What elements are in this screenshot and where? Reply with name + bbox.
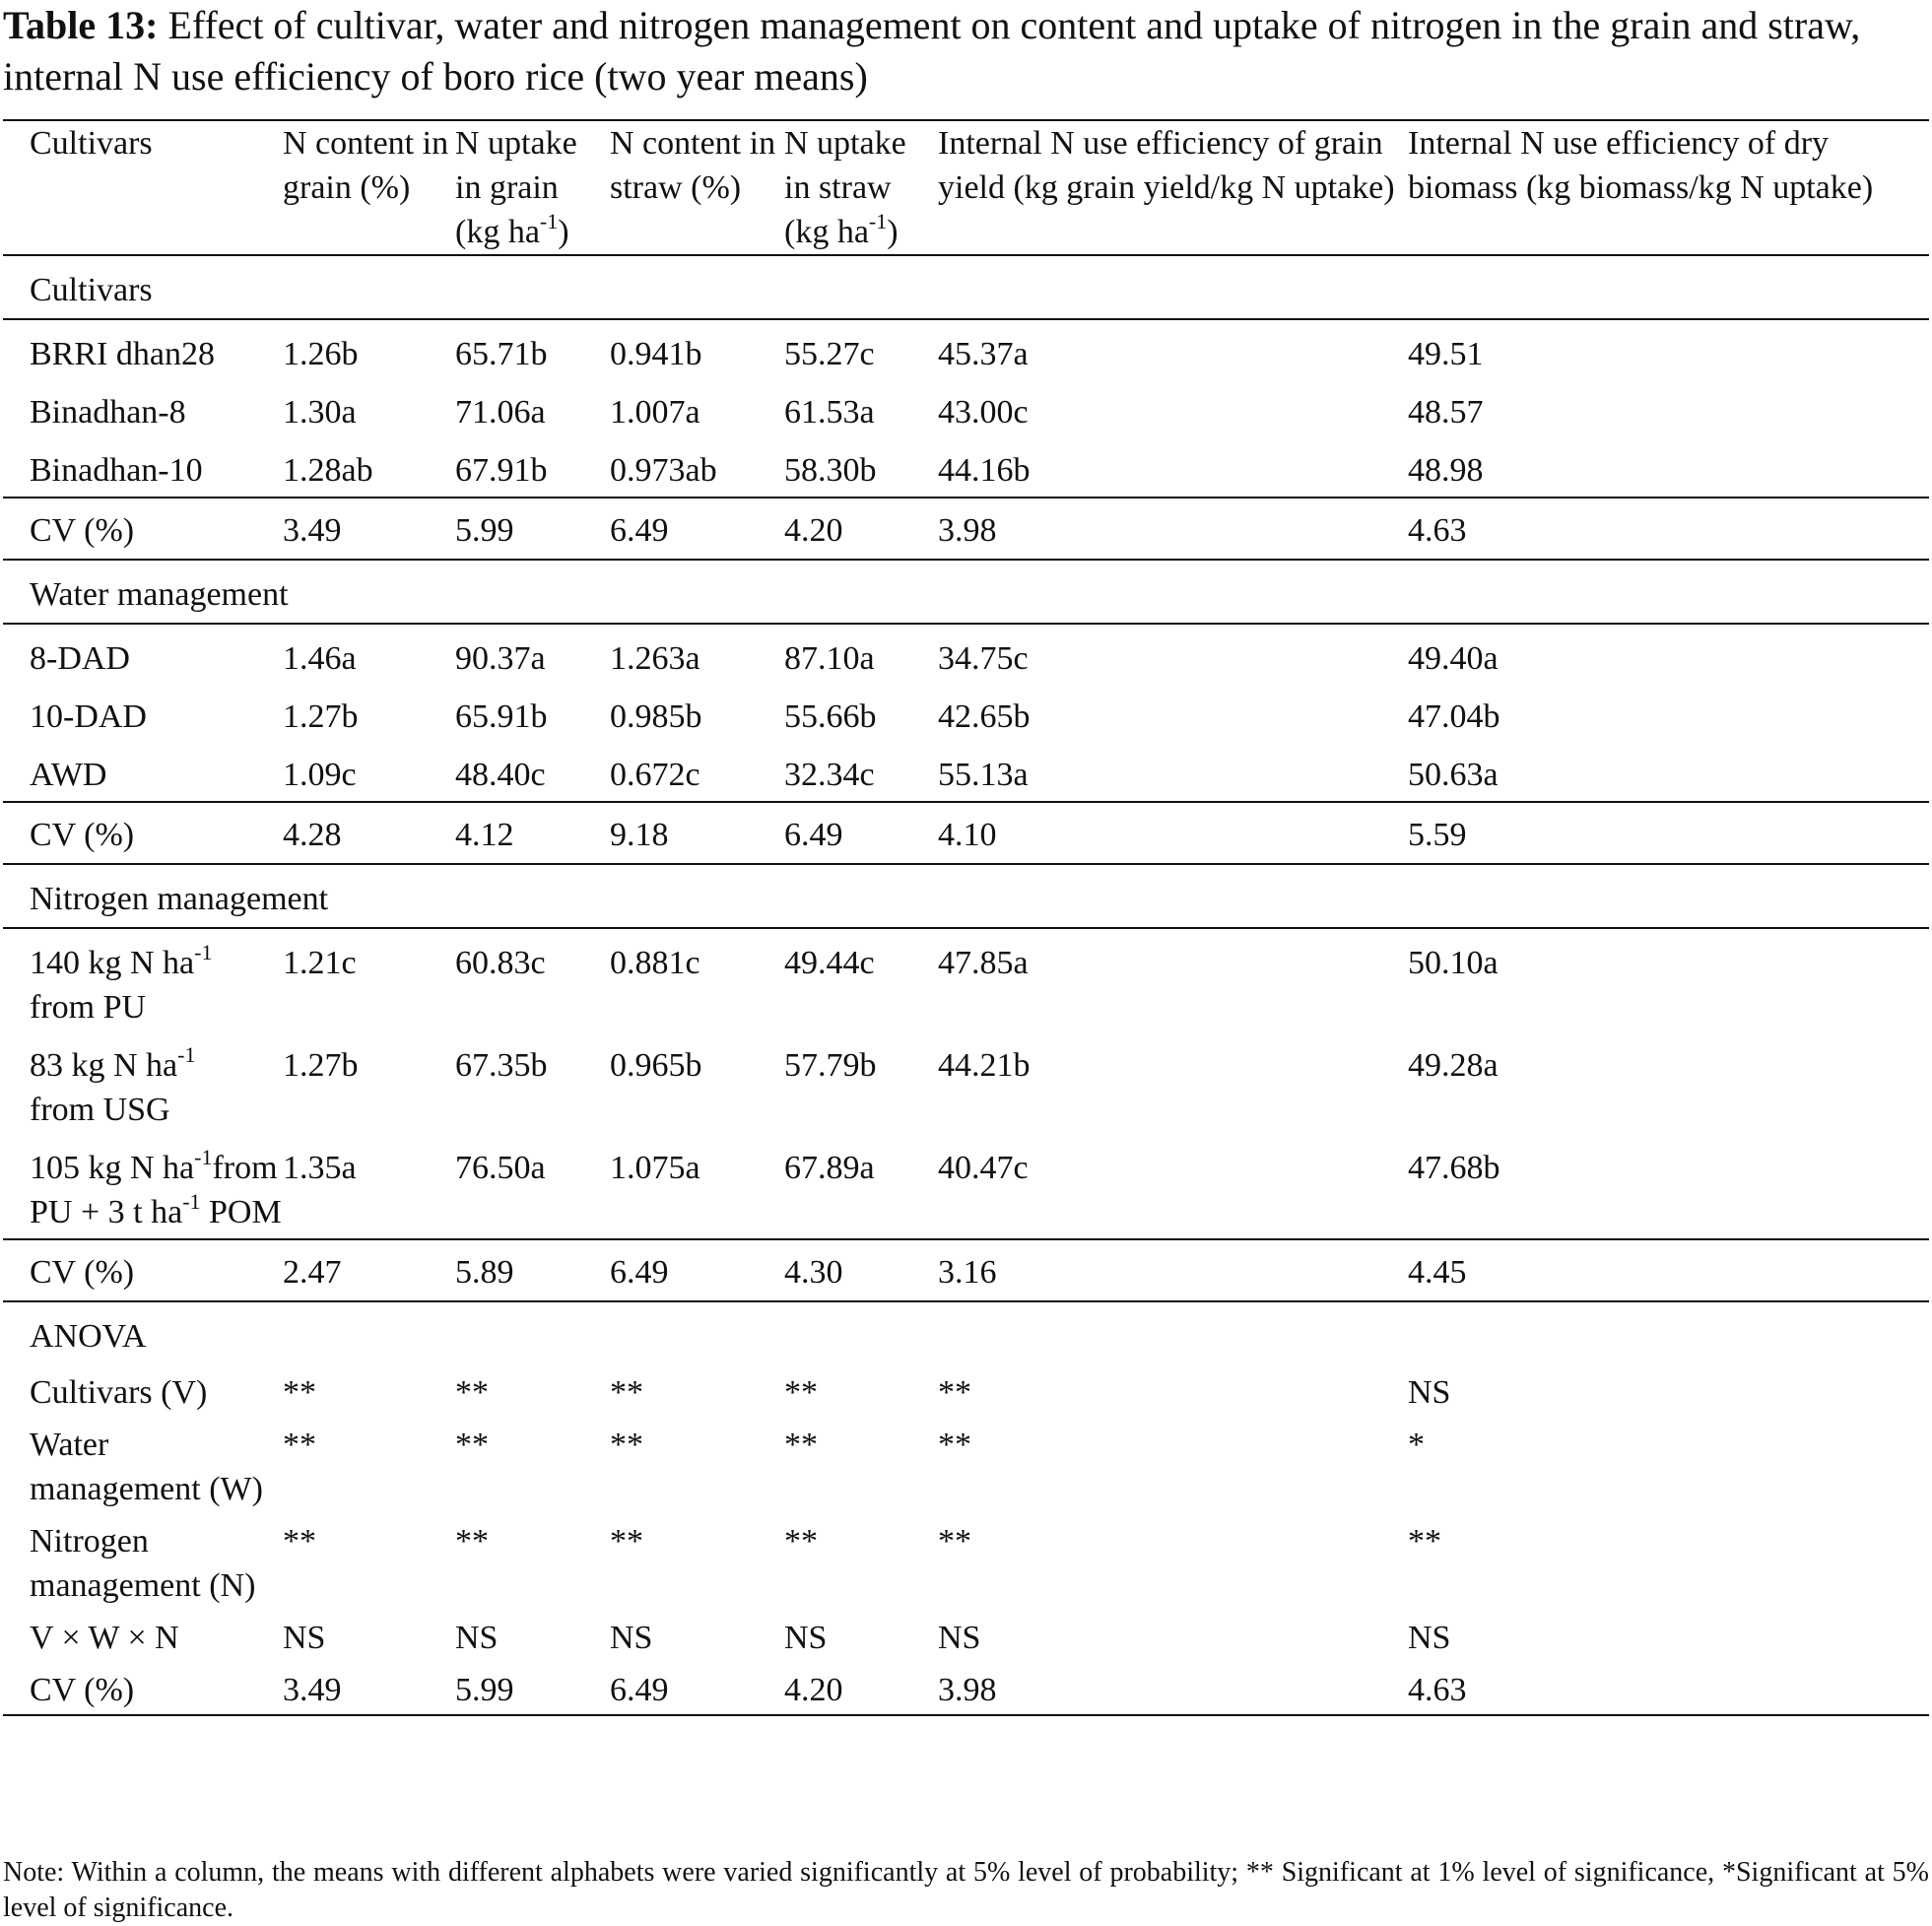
row-label: 10-DAD (30, 698, 147, 735)
table-cell: 1.09c (283, 757, 357, 793)
table-cell: 47.04b (1408, 698, 1500, 735)
table-cell: ** (784, 1427, 818, 1463)
table-cell: 0.985b (610, 698, 702, 735)
table-cell: NS (1408, 1374, 1451, 1411)
table-cell: 4.63 (1408, 1672, 1467, 1708)
header-n-uptake-grain-close: ) (558, 214, 569, 250)
table-row (3, 1513, 1929, 1610)
table-cell: ** (784, 1374, 818, 1411)
table-cell: 50.10a (1408, 945, 1499, 981)
row-label-text: 140 kg N ha (30, 945, 195, 981)
table-cell: ** (283, 1374, 316, 1411)
header-n-uptake-straw-text: N uptake in straw (kg ha (784, 125, 906, 250)
header-n-uptake-grain-text: N uptake in grain (kg ha (455, 125, 577, 250)
table-cell: 0.973ab (610, 452, 717, 489)
table-cell: 1.263a (610, 640, 700, 677)
table-cell: NS (1408, 1620, 1451, 1656)
table-row (3, 685, 1929, 743)
row-label: V × W × N (30, 1620, 179, 1656)
row-label: BRRI dhan28 (30, 336, 215, 372)
table-cell: 3.49 (283, 1672, 342, 1708)
table-cell: 1.46a (283, 640, 357, 677)
table-cell: 71.06a (455, 394, 546, 431)
table-cell: ** (610, 1374, 643, 1411)
table-cell: NS (784, 1620, 828, 1656)
table-cell: 3.49 (283, 512, 342, 549)
row-label-text: from PU + 3 t ha (30, 1150, 278, 1230)
header-n-content-straw: N content in straw (%) (610, 125, 776, 206)
cv-row (3, 802, 1929, 864)
table-cell: ** (938, 1427, 971, 1463)
table-cell: 44.16b (938, 452, 1031, 489)
table-row (3, 319, 1929, 380)
row-label: CV (%) (30, 1672, 135, 1708)
table-cell: 4.30 (784, 1254, 843, 1291)
header-n-uptake-straw (784, 120, 938, 255)
header-n-uptake-straw-close: ) (887, 214, 899, 250)
section-title: Nitrogen management (30, 881, 329, 917)
header-n-uptake-grain (455, 120, 610, 255)
table-cell: 55.27c (784, 336, 875, 372)
table-row (3, 1033, 1929, 1136)
row-label: CV (%) (30, 817, 135, 853)
table-cell: ** (610, 1523, 643, 1560)
row-label-text: from PU (30, 989, 147, 1026)
table-cell: 1.28ab (283, 452, 373, 489)
table-cell: NS (455, 1620, 499, 1656)
section-row (3, 1301, 1929, 1364)
table-cell: ** (784, 1523, 818, 1560)
section-title: Cultivars (30, 272, 153, 308)
row-label (3, 928, 283, 1033)
header-efficiency-biomass: Internal N use efficiency of dry biomass (kg biomass/kg N uptake) (1408, 125, 1874, 206)
table-cell: 0.941b (610, 336, 702, 372)
table-cell: 6.49 (610, 1672, 669, 1708)
table-row (3, 380, 1929, 438)
table-cell: 49.40a (1408, 640, 1499, 677)
row-label-text: from USG (30, 1092, 170, 1128)
row-label: Water management (W) (30, 1427, 263, 1507)
table-cell: 40.47c (938, 1150, 1029, 1186)
row-label: Nitrogen management (N) (30, 1523, 256, 1604)
table-cell: 4.45 (1408, 1254, 1467, 1291)
table-cell: 6.49 (784, 817, 843, 853)
table-cell: 3.98 (938, 512, 997, 549)
header-row (3, 120, 1929, 255)
table-note: Note: Within a column, the means with different alphabets were varied significantly at 5% level of probability; ** Significant at 1% level of significance, *Significant at 5% level of significance. (3, 1857, 1929, 1923)
table-cell: ** (455, 1523, 489, 1560)
table-cell: 65.71b (455, 336, 548, 372)
superscript: -1 (182, 1188, 201, 1214)
table-cell: 47.85a (938, 945, 1029, 981)
table-cell: 1.26b (283, 336, 359, 372)
section-row (3, 560, 1929, 624)
table-cell: 67.91b (455, 452, 548, 489)
table-cell: ** (938, 1523, 971, 1560)
table-cell: 60.83c (455, 945, 546, 981)
table-cell: 44.21b (938, 1047, 1031, 1084)
section-title: Water management (30, 576, 289, 613)
table-cell: 1.075a (610, 1150, 700, 1186)
table-cell: 3.98 (938, 1672, 997, 1708)
section-row (3, 864, 1929, 928)
table-row (3, 1610, 1929, 1662)
table-cell: 34.75c (938, 640, 1029, 677)
table-cell: ** (283, 1427, 316, 1463)
table-cell: 4.20 (784, 1672, 843, 1708)
table-cell: 1.007a (610, 394, 700, 431)
row-label: Binadhan-8 (30, 394, 186, 431)
row-label: Binadhan-10 (30, 452, 203, 489)
table-cell: 90.37a (455, 640, 546, 677)
superscript: -1 (194, 1144, 213, 1169)
table-cell: ** (610, 1427, 643, 1463)
header-n-content-grain: N content in grain (%) (283, 125, 449, 206)
table-cell: 5.59 (1408, 817, 1467, 853)
table-cell: 61.53a (784, 394, 875, 431)
table-row (3, 1136, 1929, 1239)
table-cell: NS (938, 1620, 981, 1656)
table-row (3, 743, 1929, 802)
table-cell: 4.12 (455, 817, 514, 853)
table-cell: 76.50a (455, 1150, 546, 1186)
table-cell: ** (283, 1523, 316, 1560)
table-cell: 32.34c (784, 757, 875, 793)
row-label-text: 105 kg N ha (30, 1150, 195, 1186)
table-cell: 58.30b (784, 452, 877, 489)
table-cell: 1.27b (283, 698, 359, 735)
table-cell: 5.89 (455, 1254, 514, 1291)
row-label: CV (%) (30, 512, 135, 549)
table-cell: 45.37a (938, 336, 1029, 372)
table-cell: 4.20 (784, 512, 843, 549)
table-cell: 42.65b (938, 698, 1031, 735)
table-cell: 55.66b (784, 698, 877, 735)
table-row (3, 1364, 1929, 1417)
table-cell: ** (455, 1427, 489, 1463)
table-cell: 48.98 (1408, 452, 1484, 489)
row-label-text: POM (200, 1194, 282, 1230)
table-cell: 4.28 (283, 817, 342, 853)
superscript: -1 (177, 1041, 196, 1067)
table-cell: 6.49 (610, 1254, 669, 1291)
table-cell: 49.28a (1408, 1047, 1499, 1084)
row-label: 8-DAD (30, 640, 130, 677)
table-cell: 43.00c (938, 394, 1029, 431)
table-cell: 49.51 (1408, 336, 1484, 372)
table-cell: 67.35b (455, 1047, 548, 1084)
table-row (3, 928, 1929, 1033)
table-cell: ** (938, 1374, 971, 1411)
table-cell: 1.30a (283, 394, 357, 431)
table-cell: 1.35a (283, 1150, 357, 1186)
table-cell: 1.27b (283, 1047, 359, 1084)
header-cultivars: Cultivars (30, 125, 153, 162)
table-cell: 49.44c (784, 945, 875, 981)
table-cell: 57.79b (784, 1047, 877, 1084)
table-cell: 5.99 (455, 512, 514, 549)
row-label: CV (%) (30, 1254, 135, 1291)
table-cell: 2.47 (283, 1254, 342, 1291)
table-cell: NS (610, 1620, 653, 1656)
table-cell: 6.49 (610, 512, 669, 549)
table-row (3, 1662, 1929, 1715)
table-title: Effect of cultivar, water and nitrogen management on content and uptake of nitrogen in the grain and straw, internal N use efficiency of boro rice (two year means) (3, 3, 1861, 99)
table-cell: 47.68b (1408, 1150, 1500, 1186)
section-row (3, 255, 1929, 319)
table-cell: 4.63 (1408, 512, 1467, 549)
table-cell: * (1408, 1427, 1425, 1463)
table-row (3, 1417, 1929, 1513)
table-cell: 0.881c (610, 945, 700, 981)
table-cell: 3.16 (938, 1254, 997, 1291)
table-caption (3, 0, 1929, 102)
table-cell: ** (1408, 1523, 1441, 1560)
header-efficiency-grain: Internal N use efficiency of grain yield (kg grain yield/kg N uptake) (938, 125, 1395, 206)
row-label: Cultivars (V) (30, 1374, 208, 1411)
table-cell: 48.57 (1408, 394, 1484, 431)
table-cell: NS (283, 1620, 326, 1656)
cv-row (3, 498, 1929, 560)
row-label: AWD (30, 757, 107, 793)
table-row (3, 438, 1929, 498)
table-cell: 55.13a (938, 757, 1029, 793)
table-cell: 48.40c (455, 757, 546, 793)
superscript: -1 (194, 939, 213, 964)
table-cell: 50.63a (1408, 757, 1499, 793)
table-row (3, 624, 1929, 685)
superscript: -1 (868, 208, 888, 233)
table-cell: 9.18 (610, 817, 669, 853)
data-table (3, 119, 1929, 1716)
table-cell: 0.672c (610, 757, 700, 793)
table-cell: 1.21c (283, 945, 357, 981)
table-cell: 5.99 (455, 1672, 514, 1708)
table-cell: 0.965b (610, 1047, 702, 1084)
table-cell: 67.89a (784, 1150, 875, 1186)
table-label: Table 13: (3, 3, 159, 47)
superscript: -1 (539, 208, 559, 233)
cv-row (3, 1239, 1929, 1301)
table-cell: 4.10 (938, 817, 997, 853)
row-label (3, 1136, 283, 1239)
row-label-text: 83 kg N ha (30, 1047, 178, 1084)
table-cell: 87.10a (784, 640, 875, 677)
table-cell: ** (455, 1374, 489, 1411)
table-cell: 65.91b (455, 698, 548, 735)
row-label (3, 1033, 283, 1136)
section-title: ANOVA (30, 1318, 147, 1355)
